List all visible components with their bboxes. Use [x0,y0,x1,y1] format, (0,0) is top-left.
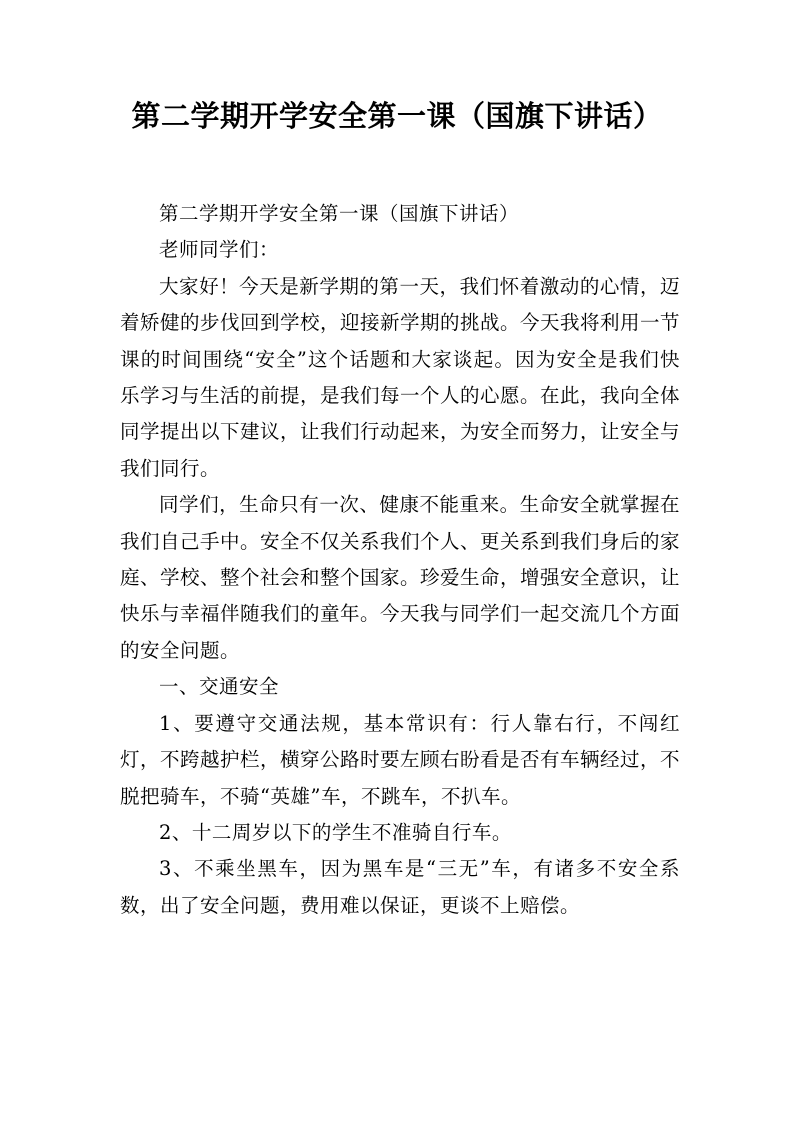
list-item: 2、十二周岁以下的学生不准骑自行车。 [159,820,512,844]
document-title: 第二学期开学安全第一课（国旗下讲话） [131,99,663,133]
body-paragraph: 同学们，生命只有一次、健康不能重来。生命安全就掌握在我们自己手中。安全不仅关系我们个人、更关系到我们身后的家庭、学校、整个社会和整个国家。珍爱生命，增强安全意识，让快乐与幸福伴随我们的童年。今天我与同学们一起交流几个方面的安全问题。 [120,493,681,662]
section-heading: 一、交通安全 [159,675,280,699]
list-item: 3、不乘坐黑车，因为黑车是“三无”车，有诸多不安全系数，出了安全问题，费用难以保证，更谈不上赔偿。 [120,857,680,917]
body-paragraph: 大家好！今天是新学期的第一天，我们怀着激动的心情，迈着矫健的步伐回到学校，迎接新学期的挑战。今天我将利用一节课的时间围绕“安全”这个话题和大家谈起。因为安全是我们快乐学习与生活的前提，是我们每一个人的心愿。在此，我向全体同学提出以下建议，让我们行动起来，为安全而努力，让安全与我们同行。 [120,274,681,480]
subtitle-paragraph: 第二学期开学安全第一课（国旗下讲话） [159,202,520,225]
list-item: 1、要遵守交通法规，基本常识有：行人靠右行，不闯红灯，不跨越护栏，横穿公路时要左顾右盼看是否有车辆经过，不脱把骑车，不骑“英雄”车，不跳车，不扒车。 [120,711,681,808]
document-body [120,196,680,924]
salutation-paragraph: 老师同学们： [159,238,280,262]
